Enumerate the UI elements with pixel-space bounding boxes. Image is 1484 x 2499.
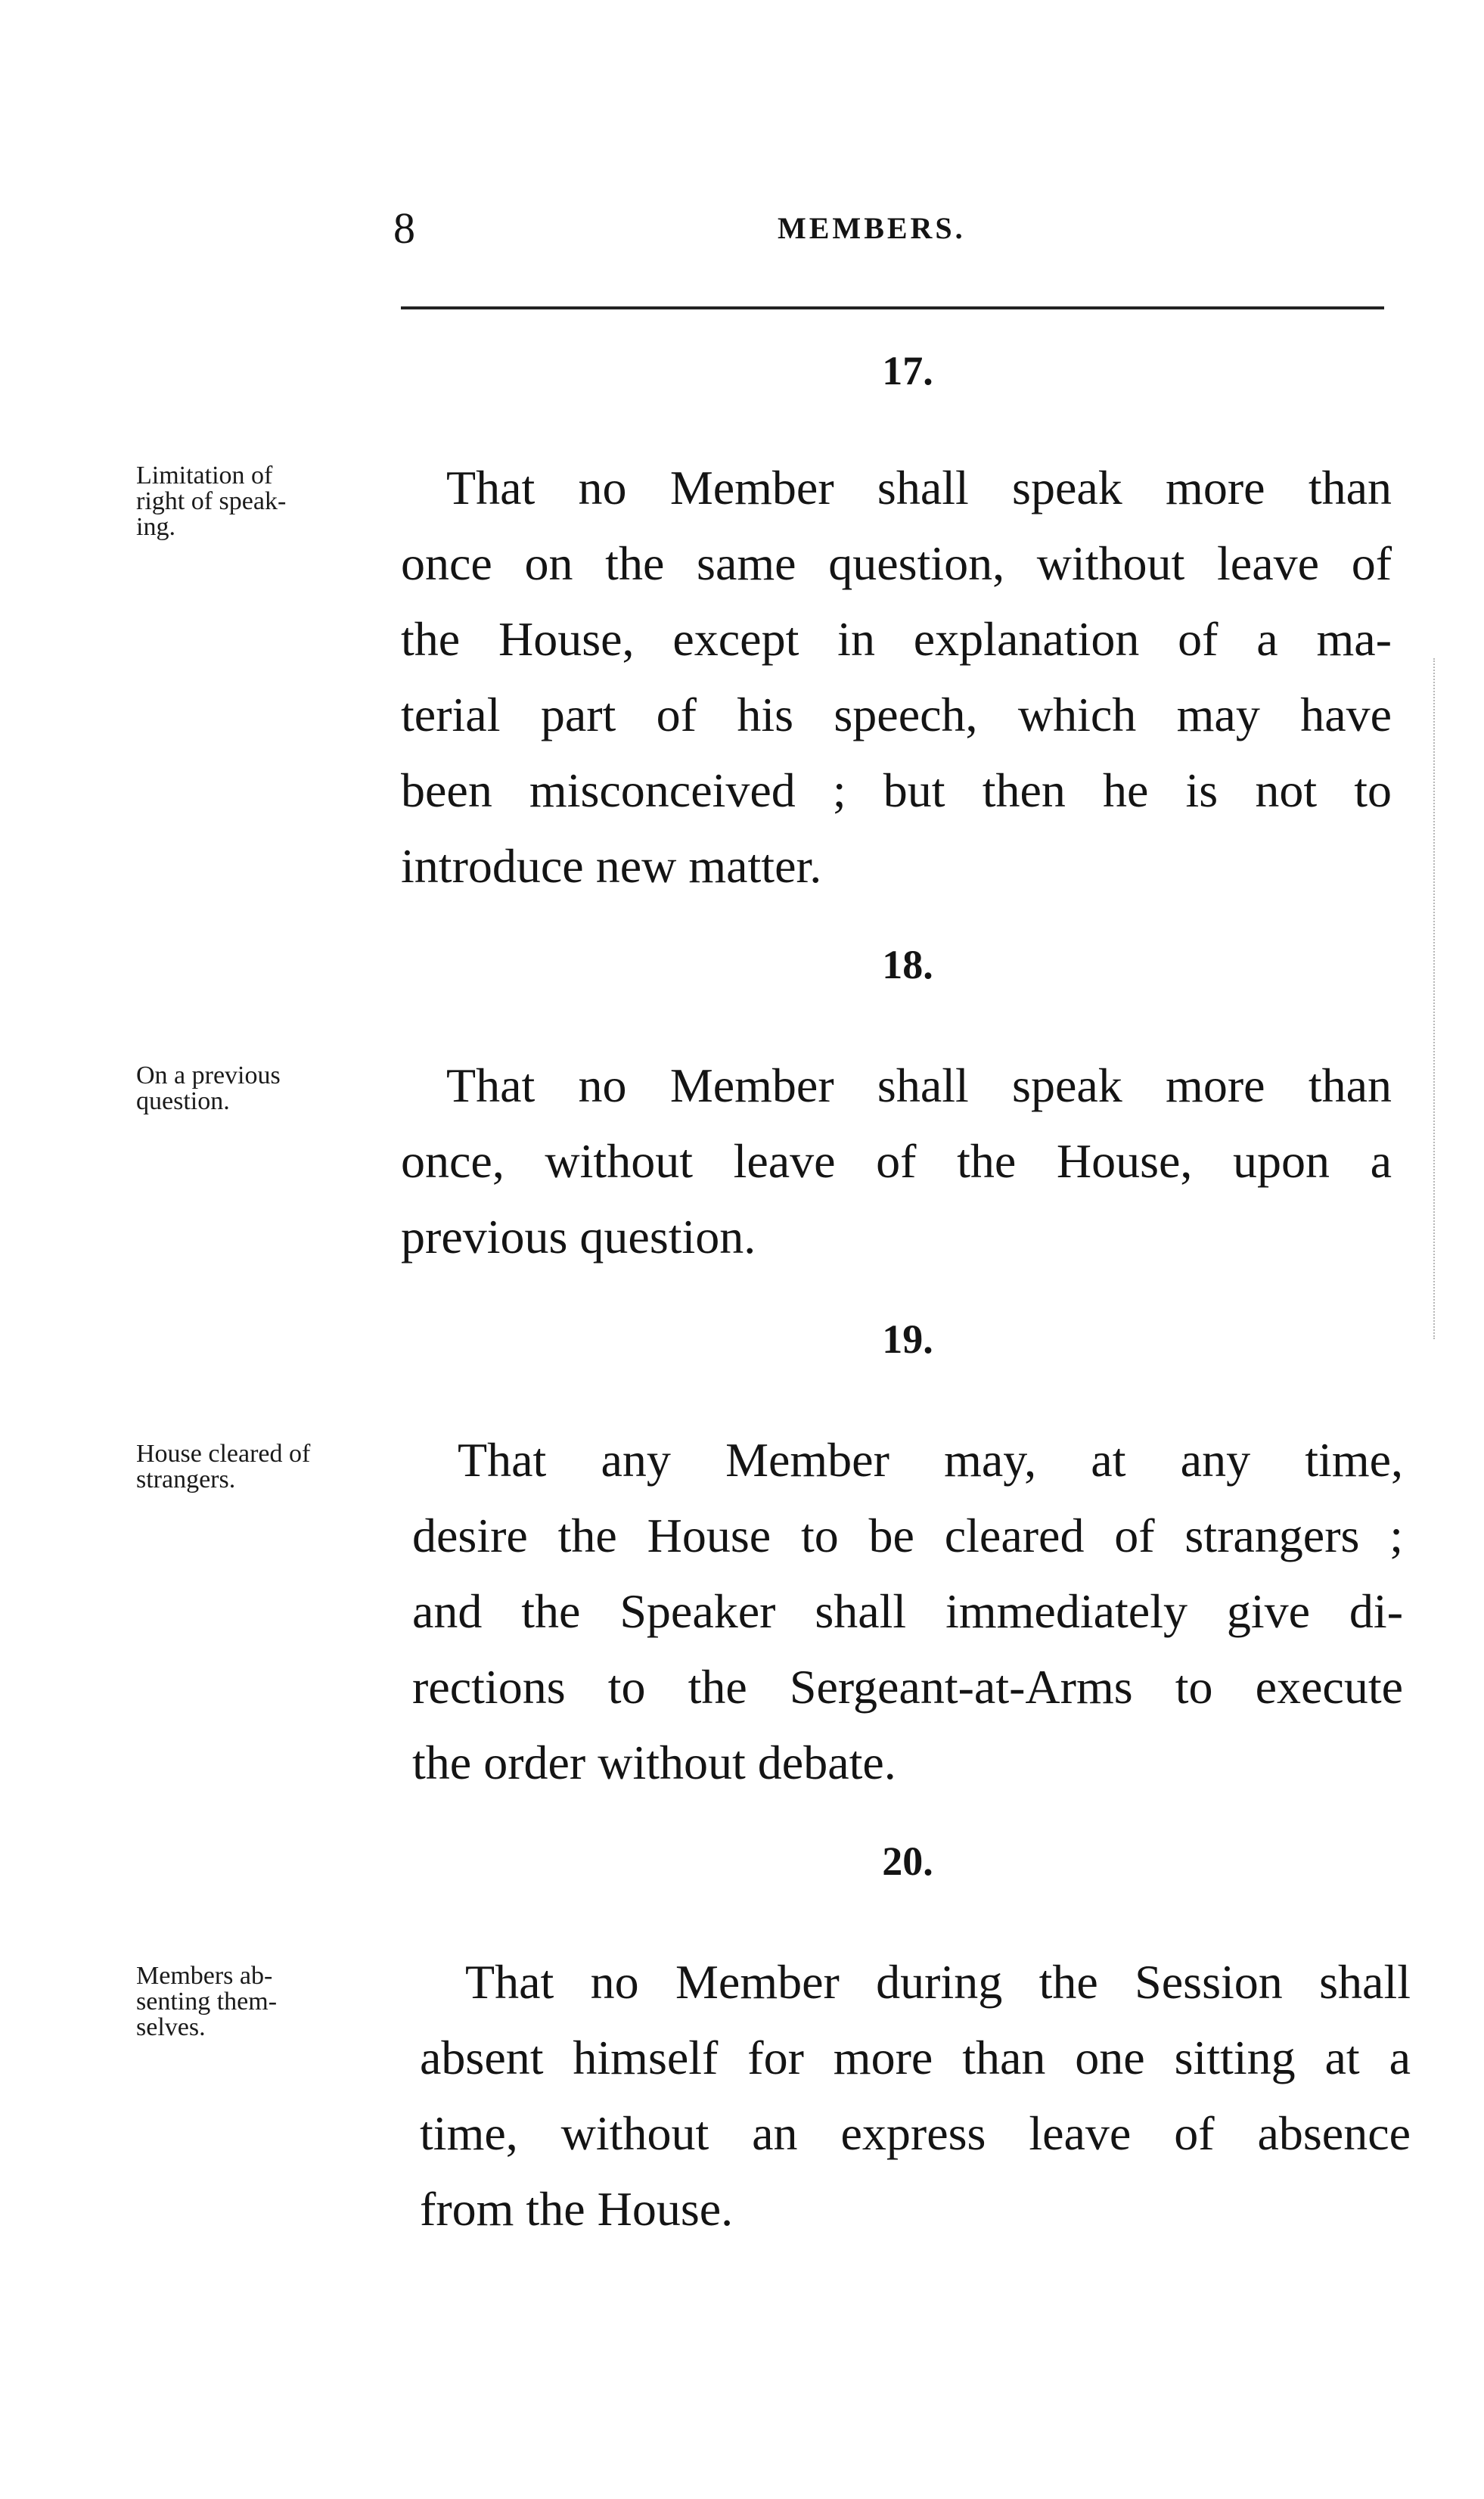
margin-note (136, 1441, 416, 1493)
text-line: the order without debate. (412, 1736, 896, 1789)
running-title: MEMBERS. (778, 211, 966, 245)
page-number: 8 (393, 204, 415, 253)
text-line: once, without leave of the House, upon a (401, 1134, 1392, 1188)
section-number: 19. (882, 1316, 933, 1362)
text-line: the House, except in explanation of a ma- (401, 612, 1392, 666)
text-line: terial part of his speech, which may have (401, 688, 1392, 741)
margin-note (136, 1063, 416, 1114)
margin-note-line: question. (136, 1087, 230, 1115)
margin-note (136, 1963, 416, 2041)
text-line: previous question. (401, 1210, 756, 1263)
margin-note-line: On a previous (136, 1061, 281, 1089)
margin-note (136, 463, 416, 540)
text-line: once on the same question, without leave of (401, 536, 1392, 590)
text-line: That no Member during the Session shall (465, 1955, 1411, 2009)
text-line: been misconceived ; but then he is not to (401, 763, 1392, 817)
margin-note-line: ing. (136, 513, 175, 541)
text-line: That no Member shall speak more than (446, 461, 1392, 514)
margin-note-line: senting them- (136, 1988, 278, 2016)
margin-note-line: selves. (136, 2013, 206, 2041)
header-rule (401, 306, 1384, 309)
text-line: from the House. (420, 2182, 734, 2236)
text-line: and the Speaker shall immediately give di- (412, 1584, 1403, 1638)
text-line: That no Member shall speak more than (446, 1058, 1392, 1112)
text-line: rections to the Sergeant-at-Arms to execute (412, 1660, 1403, 1714)
running-head (393, 198, 1377, 259)
section-text (420, 1944, 1411, 2247)
page-edge-specks (1433, 658, 1450, 1339)
text-line: desire the House to be cleared of strangers ; (412, 1509, 1403, 1562)
text-line: introduce new matter. (401, 839, 822, 893)
margin-note-line: Members ab- (136, 1962, 273, 1990)
section-text (401, 1048, 1392, 1275)
text-line: time, without an express leave of absence (420, 2106, 1411, 2160)
section-text (412, 1422, 1403, 1801)
text-line: absent himself for more than one sitting at a (420, 2031, 1411, 2084)
section-number: 20. (882, 1839, 933, 1884)
margin-note-line: Limitation of (136, 462, 273, 490)
margin-note-line: right of speak- (136, 487, 287, 515)
margin-note-line: strangers. (136, 1466, 236, 1493)
margin-note-line: House cleared of (136, 1440, 311, 1468)
section-text (401, 450, 1392, 904)
section-number: 18. (882, 942, 933, 987)
section-number: 17. (882, 348, 933, 393)
text-line: That any Member may, at any time, (458, 1433, 1403, 1487)
